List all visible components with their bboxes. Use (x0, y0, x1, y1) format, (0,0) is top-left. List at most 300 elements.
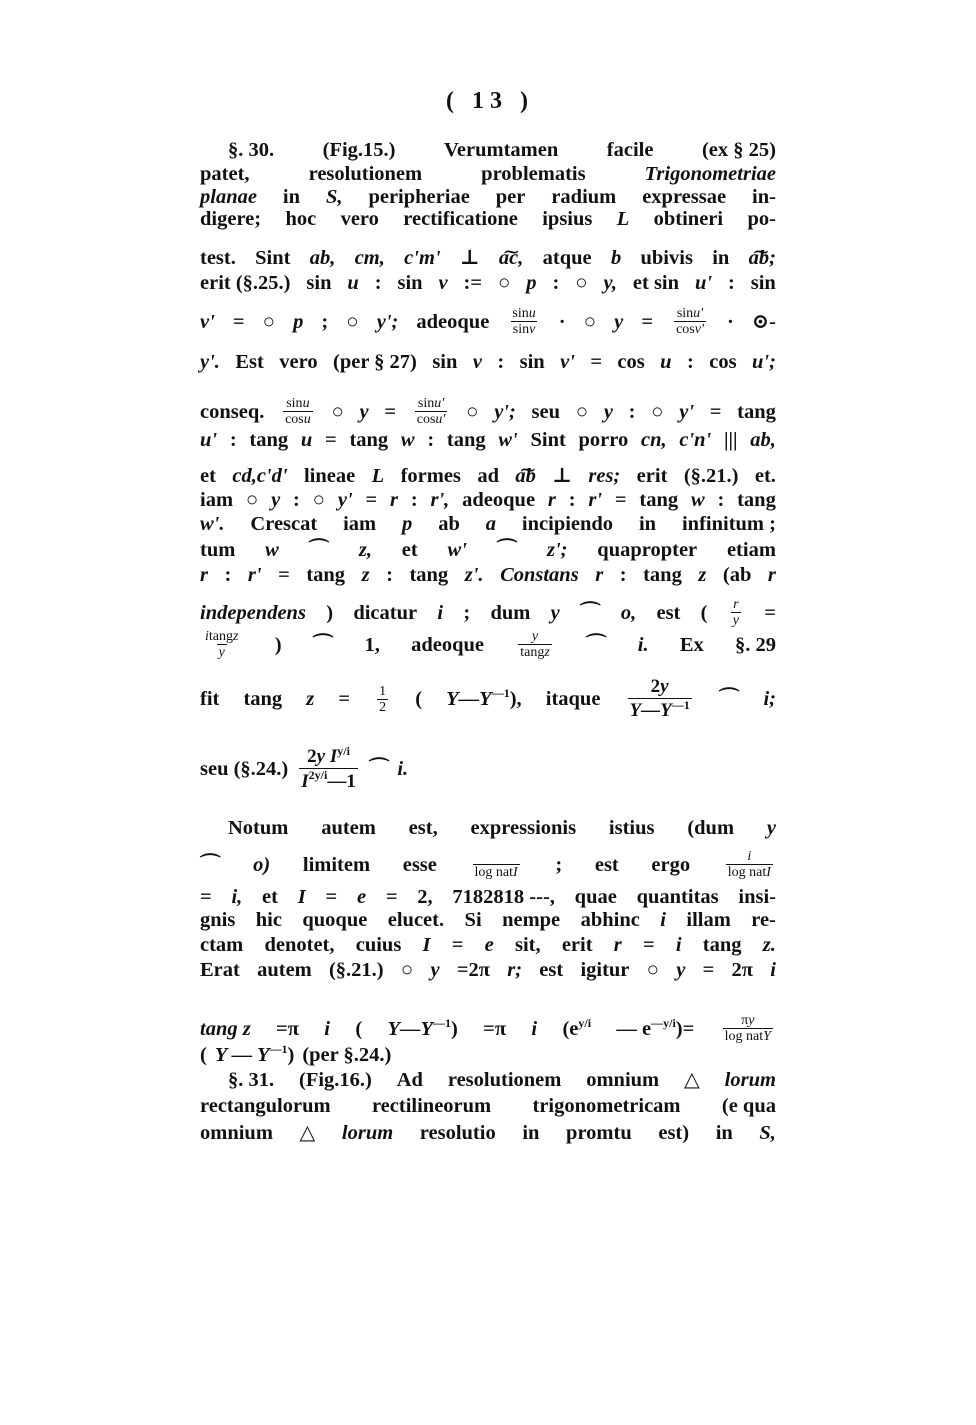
text: est, (408, 817, 438, 839)
word (349, 428, 388, 452)
fraction (731, 597, 741, 628)
word (384, 400, 396, 424)
text: Ad (396, 1069, 423, 1091)
text: quapropter (597, 539, 698, 561)
text: Erat (200, 959, 240, 981)
text: omnium (586, 1069, 660, 1091)
word (368, 185, 469, 209)
word (515, 464, 536, 488)
word (231, 885, 242, 909)
text: (§.21.) (328, 959, 384, 981)
text: sin (750, 272, 776, 294)
word (200, 687, 219, 711)
italic-text: y I (316, 746, 338, 768)
text: Crescat (250, 513, 318, 535)
text: test. (200, 247, 236, 269)
fraction (726, 849, 773, 880)
word (301, 428, 312, 452)
word (555, 853, 562, 877)
italic-text: y (603, 400, 613, 423)
denominator (731, 612, 741, 628)
text: (dum (687, 817, 735, 839)
word (629, 400, 636, 424)
word (660, 908, 666, 932)
text: = (232, 310, 245, 333)
italic-text: w' (447, 539, 467, 561)
text: ○ (583, 310, 597, 333)
text: ubivis (640, 247, 693, 269)
text: atque (542, 247, 592, 269)
denominator (415, 411, 448, 427)
word (569, 488, 576, 512)
word (324, 1017, 330, 1041)
numerator (649, 676, 671, 698)
word (228, 138, 274, 162)
italic-text: I (422, 934, 431, 956)
word (353, 601, 417, 625)
word (515, 933, 541, 957)
italic-text: y (614, 310, 624, 333)
word (710, 400, 722, 424)
italic-text: y'; (494, 400, 516, 423)
word (275, 633, 282, 657)
italic-text: u (300, 429, 313, 451)
text: in- (752, 186, 776, 208)
denominator (628, 698, 692, 722)
text: 2 (307, 746, 317, 768)
text: denotet, (264, 934, 335, 956)
word (470, 849, 523, 880)
word (604, 400, 613, 424)
word (452, 885, 554, 909)
text: adeoque (411, 633, 484, 656)
italic-text: tang z (200, 1017, 251, 1040)
word (759, 1121, 776, 1145)
word (403, 853, 437, 877)
text: tang (520, 645, 545, 660)
fraction (723, 1013, 773, 1044)
word (749, 246, 776, 270)
text: Notum (228, 817, 289, 839)
text: sin (512, 322, 530, 337)
text: tang (349, 429, 389, 451)
text: sin (417, 396, 435, 411)
denominator (726, 864, 773, 880)
italic-text: a͠b; (748, 247, 776, 269)
word (333, 350, 417, 374)
word (355, 1017, 362, 1041)
word (200, 400, 264, 424)
text: = (325, 429, 337, 451)
text: =π (483, 1017, 507, 1040)
word (347, 271, 358, 295)
word (283, 185, 300, 209)
denominator (299, 768, 358, 792)
italic-text: Trigonometriae (644, 163, 776, 185)
text: dicatur (353, 601, 418, 624)
word (580, 958, 629, 982)
text: ) (274, 633, 282, 656)
text: sin (432, 351, 458, 373)
text: gnis (200, 909, 236, 931)
word (576, 400, 588, 424)
italic-text: cn, (641, 429, 667, 451)
text: : (687, 351, 694, 373)
italic-text: r', (430, 489, 450, 511)
text-line (200, 1121, 776, 1145)
text-line (200, 597, 776, 628)
italic-text: y' (337, 489, 353, 511)
word (502, 908, 560, 932)
text: §. 31. (228, 1069, 275, 1091)
text: in (522, 1122, 540, 1144)
text: ) (451, 1017, 458, 1040)
word (562, 1017, 591, 1041)
word (200, 538, 235, 562)
italic-text: o, (620, 601, 637, 624)
text: resolutionem (308, 163, 423, 185)
word (200, 757, 288, 781)
text: · (727, 310, 734, 333)
text: tang (639, 489, 679, 511)
word (607, 138, 654, 162)
text: cos (416, 412, 436, 427)
text: patet, (200, 163, 250, 185)
text: rectilineorum (371, 1095, 492, 1117)
word (728, 597, 744, 628)
word (309, 538, 330, 562)
italic-text: L (616, 208, 630, 230)
italic-text: L (371, 465, 385, 487)
word (416, 310, 489, 334)
word (401, 464, 461, 488)
italic-text: w (400, 429, 415, 451)
text-line (200, 885, 776, 909)
word (200, 933, 243, 957)
fraction (299, 745, 358, 793)
word (303, 853, 370, 877)
word (431, 488, 450, 512)
word (763, 933, 776, 957)
text: iam (343, 513, 377, 535)
word (250, 512, 317, 536)
word (465, 908, 482, 932)
word (404, 246, 440, 270)
word (309, 162, 423, 186)
text-line (200, 246, 776, 270)
word (264, 933, 334, 957)
word (768, 563, 776, 587)
word (559, 310, 566, 334)
italic-text: u (347, 272, 359, 294)
word (200, 601, 306, 625)
italic-text: w (265, 539, 279, 561)
word (722, 1094, 776, 1118)
text: ⌒ (580, 601, 601, 624)
word (621, 601, 636, 625)
text: incipiendo (521, 513, 614, 535)
word (588, 488, 602, 512)
italic-text: u' (693, 306, 704, 321)
text: cuius (355, 934, 402, 956)
word (364, 633, 379, 657)
text: adeoque (462, 489, 536, 511)
word (617, 350, 644, 374)
text: erit (561, 934, 593, 956)
word (200, 1121, 273, 1145)
italic-text: y (550, 601, 560, 624)
word (481, 162, 585, 186)
text: tang (208, 629, 233, 644)
word (588, 464, 620, 488)
word (446, 687, 522, 711)
word (313, 633, 334, 657)
text: et (401, 539, 418, 561)
word (770, 958, 776, 982)
text: : (386, 564, 393, 586)
word (755, 464, 776, 488)
numerator (510, 306, 537, 321)
italic-text: y (748, 1013, 755, 1028)
text: := (463, 272, 483, 294)
word (233, 310, 245, 334)
word (725, 1068, 776, 1092)
text: tang (737, 400, 776, 423)
text: vero (340, 208, 379, 230)
italic-text: e (356, 886, 367, 908)
italic-text: i (747, 849, 752, 864)
word (310, 246, 336, 270)
word (551, 185, 616, 209)
italic-text: v' (560, 351, 575, 373)
text: ○ (245, 489, 259, 511)
numerator (530, 629, 540, 644)
text: : (374, 272, 382, 294)
word (200, 1094, 331, 1118)
word (497, 538, 518, 562)
word (595, 853, 619, 877)
word (595, 563, 603, 587)
text: ( (415, 688, 423, 711)
text: istius (608, 817, 655, 839)
text: cos (617, 351, 645, 373)
text: ⌒ (718, 688, 740, 711)
text: itaque (545, 688, 601, 711)
word (457, 958, 490, 982)
word (200, 629, 243, 660)
word (658, 1121, 689, 1145)
italic-text: ab, (309, 247, 336, 269)
italic-text: cm, (354, 247, 385, 269)
text: ○ (331, 400, 344, 423)
word (654, 207, 723, 231)
text: · (558, 310, 566, 333)
italic-text: r' (588, 489, 603, 511)
word (551, 601, 560, 625)
word (444, 138, 558, 162)
word (767, 816, 776, 840)
word (604, 271, 617, 295)
denominator (217, 644, 227, 660)
word (584, 310, 596, 334)
word (398, 271, 423, 295)
text: cos (285, 412, 304, 427)
italic-text: u' (694, 272, 713, 294)
italic-text: u' (435, 412, 446, 427)
italic-text: y'. (200, 351, 220, 373)
text: : (427, 429, 435, 451)
italic-text: y (218, 645, 225, 660)
word (200, 908, 235, 932)
italic-text: i (437, 601, 444, 624)
text: (e (562, 1017, 579, 1040)
text: log nat (474, 865, 514, 880)
text: sin (676, 306, 694, 321)
text: expressionis (470, 817, 577, 839)
text: ipsius (542, 208, 593, 230)
word (402, 538, 418, 562)
text: ) (326, 601, 334, 624)
text: = (642, 934, 655, 956)
word (355, 246, 385, 270)
word (200, 563, 208, 587)
word (586, 1068, 659, 1092)
italic-text: u (302, 396, 310, 411)
italic-text: i (531, 1017, 538, 1040)
text: sin (512, 306, 529, 321)
word (362, 563, 370, 587)
italic-text: i, (231, 886, 243, 908)
italic-text: r (547, 489, 556, 511)
italic-text: p (293, 310, 304, 333)
italic-text: z (698, 564, 707, 586)
word (200, 464, 216, 488)
word (402, 512, 412, 536)
word (752, 310, 776, 334)
italic-text: r (613, 934, 622, 956)
text: 2 (650, 676, 661, 697)
word (712, 246, 729, 270)
text: quae (574, 886, 617, 908)
italic-text: i (324, 1017, 330, 1040)
text: ( (200, 1044, 207, 1066)
word (313, 488, 325, 512)
denominator (377, 699, 388, 715)
word (552, 464, 572, 488)
word (546, 687, 601, 711)
word (255, 246, 290, 270)
text: △ (299, 1122, 316, 1144)
text: ⊙- (751, 310, 776, 333)
word (256, 908, 282, 932)
italic-text: b (610, 247, 622, 269)
text: = (702, 959, 715, 981)
word (737, 488, 776, 512)
text: (ex § 25) (701, 139, 776, 161)
italic-text: y (660, 676, 669, 697)
italic-text: w' (498, 429, 518, 451)
word (723, 849, 776, 880)
superscript: —y/i (651, 1015, 676, 1030)
text: (Fig.16.) (299, 1069, 372, 1091)
text: : (628, 400, 636, 423)
word (302, 1043, 391, 1067)
word (447, 428, 486, 452)
text: elucet. (387, 909, 445, 931)
text: Ex (679, 633, 704, 656)
text: 2 (379, 699, 387, 715)
word (620, 563, 627, 587)
text: : (619, 564, 627, 586)
italic-text: p (402, 513, 413, 535)
word (763, 687, 776, 711)
italic-text: i. (397, 757, 409, 780)
word (420, 1121, 496, 1145)
text: adeoque (416, 310, 490, 333)
word (276, 1017, 299, 1041)
text: ), (509, 688, 522, 711)
word (232, 464, 287, 488)
text: ○ (400, 959, 414, 981)
word (409, 816, 438, 840)
italic-text: I (301, 770, 309, 792)
numerator (745, 849, 753, 864)
text: ⌒ (312, 633, 334, 656)
italic-text: z'; (547, 539, 568, 561)
word (228, 1068, 274, 1092)
word (639, 512, 656, 536)
numerator (305, 745, 352, 768)
word (306, 687, 314, 711)
word (500, 563, 579, 587)
text: facile (606, 139, 654, 161)
word (342, 1121, 393, 1145)
word (200, 185, 257, 209)
text: sin (519, 351, 545, 373)
italic-text: Y (763, 1029, 771, 1044)
text-line (200, 185, 776, 209)
word (499, 246, 523, 270)
italic-text: Y—Y (387, 1017, 434, 1040)
word (471, 816, 577, 840)
text-line (200, 908, 776, 932)
word (249, 428, 288, 452)
text: ⌒ (368, 757, 390, 780)
word (338, 687, 350, 711)
word (732, 958, 753, 982)
word (338, 488, 353, 512)
italic-text: y (732, 613, 739, 628)
word (200, 853, 221, 877)
text: = (278, 564, 290, 586)
word (679, 400, 694, 424)
text-line (200, 488, 776, 512)
word (515, 629, 555, 660)
text: (Fig.15.) (322, 139, 396, 161)
denominator (283, 411, 313, 427)
denominator (473, 864, 520, 880)
text: ⌒ (496, 539, 518, 561)
text: ○ (262, 310, 275, 333)
text: rectificatione (403, 208, 518, 230)
word (326, 185, 343, 209)
text: expressae (642, 186, 727, 208)
word (684, 464, 739, 488)
italic-text: r (595, 564, 604, 586)
text: 2π (731, 959, 754, 981)
word (263, 310, 275, 334)
word (323, 138, 396, 162)
